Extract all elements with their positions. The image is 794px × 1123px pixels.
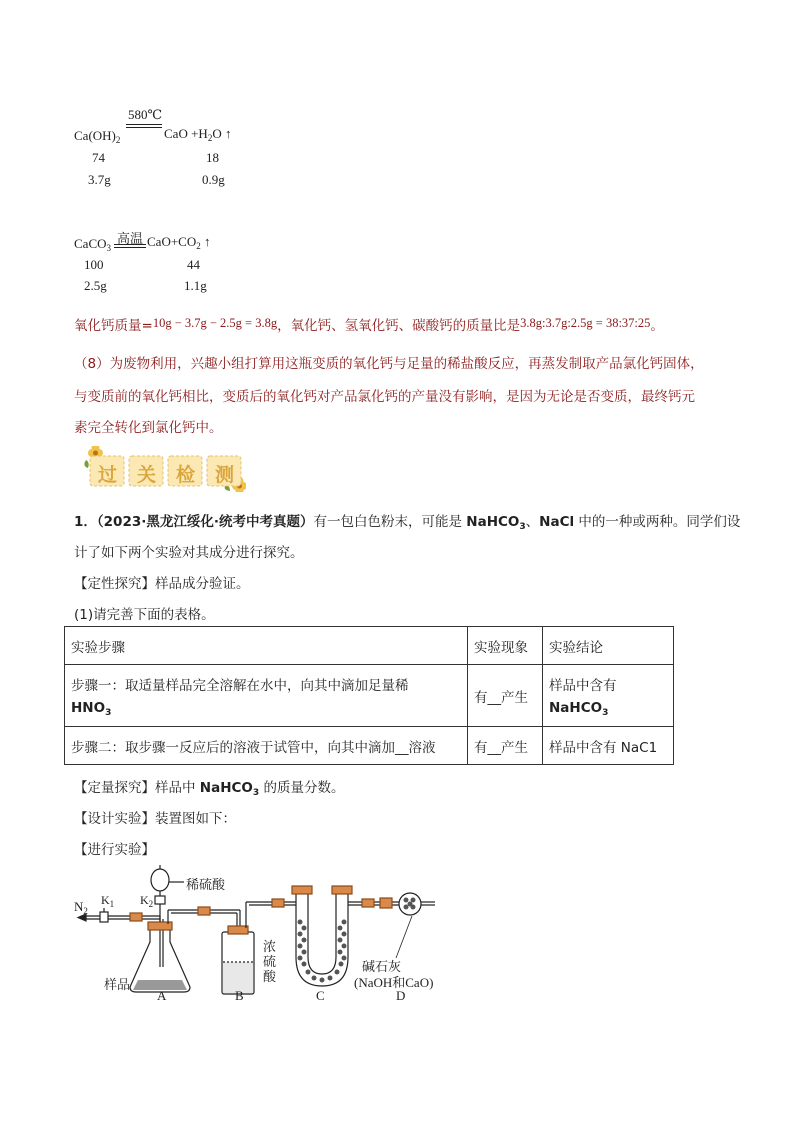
label-dilute-acid: 稀硫酸 (186, 878, 226, 893)
table-header: 实验现象 (468, 627, 543, 665)
q8-answer-line2: 与变质前的氧化钙相比，变质后的氧化钙对产品氯化钙的产量没有影响，是因为无论是否变质，最终钙元 (74, 389, 695, 405)
step1-chem: $HNO_3$ (71, 699, 112, 718)
reaction1-products: CaO $+H_2O$ ↑ (164, 126, 232, 143)
design-heading: 【设计实验】装置图如下： (74, 811, 236, 827)
q8-answer-line1: （8）为废物利用，兴趣小组打算用这瓶变质的氧化钙与足量的稀盐酸反应，再蒸发制取产品氯化钙固体， (74, 356, 704, 372)
reaction2-molar-mass-2: 44 (187, 257, 200, 272)
table-cell-phenomenon: 有__产生 (468, 727, 543, 765)
problem-line1: 1．（2023·黑龙江绥化·统考中考真题）有一包白色粉末，可能是 NaHCO$_3$、NaCl 中的一种或两种。同学们设 (74, 514, 741, 532)
label-k1: $K_1$ (101, 893, 115, 909)
section-banner (80, 446, 246, 492)
table-cell-conclusion: 样品中含有 NaC1 (543, 727, 674, 765)
experiment-table (64, 626, 674, 765)
connector-icon (130, 913, 142, 921)
table-cell-step: 步骤二：取步骤一反应后的溶液于试管中，向其中滴加__溶液 (65, 727, 468, 765)
label-d: D (396, 988, 406, 1003)
reaction1-mass-1: 3.7g (88, 172, 111, 187)
question-1: (1)请完善下面的表格。 (74, 607, 215, 623)
reaction2-molar-mass-1: 100 (84, 257, 104, 272)
table-cell-phenomenon: 有__产生 (468, 665, 543, 727)
label-soda-lime: 碱石灰 (362, 960, 402, 975)
q8-answer-line3: 素完全转化到氯化钙中。 (74, 420, 223, 436)
reaction2-arrow-line1 (114, 244, 146, 245)
reaction1-mass-2: 0.9g (202, 172, 225, 187)
label-b: B (235, 988, 244, 1003)
bottle-stopper-icon (228, 926, 248, 934)
label-sample: 样品 (104, 978, 131, 993)
table-header-row (65, 627, 674, 665)
u-tube-stopper-icon (332, 886, 352, 894)
reaction2-products: $CaO+CO_2$ ↑ (147, 234, 211, 251)
k2-valve-icon (155, 896, 165, 904)
label-n2: $N_2$ (74, 899, 88, 916)
banner-char-4: 测 (215, 464, 235, 486)
label-soda-lime-formula: (NaOH和CaO) (354, 975, 434, 990)
reaction2-arrow-line2 (114, 247, 146, 248)
banner-char-1: 过 (98, 464, 118, 486)
reaction1-molar-mass-2: 18 (206, 150, 219, 165)
k1-valve-icon (100, 912, 108, 922)
mass-ratio-line: 氧化钙质量=10g − 3.7g − 2.5g = 3.8g，氧化钙、氢氧化钙、碳酸钙的质量比是3.8g:3.7g:2.5g = 38:37:25。 (74, 316, 664, 334)
table-cell-step (65, 665, 468, 727)
connector-icon (362, 899, 374, 907)
table-header: 实验步骤 (65, 627, 468, 665)
table-row (65, 665, 674, 727)
banner-char-3: 检 (176, 464, 196, 486)
reaction1-condition: 580℃ (128, 107, 163, 122)
reaction1-arrow-line2 (126, 127, 162, 128)
connector-icon (380, 898, 392, 908)
problem-line2: 计了如下两个实验对其成分进行探究。 (74, 545, 304, 561)
conclusion1-chem: NaHCO$_3$ (549, 699, 609, 718)
reaction2-mass-1: 2.5g (84, 278, 107, 293)
reaction2-mass-2: 1.1g (184, 278, 207, 293)
table-cell-conclusion (543, 665, 674, 727)
reaction1-arrow-line1 (126, 124, 162, 125)
label-a: A (157, 988, 167, 1003)
connector-icon (198, 907, 210, 915)
reaction2-reactant: CaCO$_3$ (74, 236, 111, 253)
connector-icon (272, 899, 284, 907)
reaction2-condition: 高温 (117, 232, 144, 247)
quantitative-heading: 【定量探究】样品中 NaHCO$_3$ 的质量分数。 (74, 780, 345, 798)
table-row (65, 727, 674, 765)
separatory-funnel (151, 869, 169, 891)
label-k2: $K_2$ (140, 893, 154, 909)
reaction1-molar-mass-1: 74 (92, 150, 105, 165)
label-pointer (396, 916, 412, 958)
banner-char-2: 关 (137, 464, 157, 486)
label-c: C (316, 988, 325, 1003)
step1-text: 步骤一：取适量样品完全溶解在水中，向其中滴加足量稀 (71, 677, 409, 694)
label-conc-acid: 浓 硫 酸 (263, 940, 277, 985)
proceed-heading: 【进行实验】 (74, 842, 155, 858)
conclusion1-text: 样品中含有 (549, 677, 617, 694)
reaction1-reactant: $Ca(OH)_2$ (74, 128, 121, 145)
qualitative-heading: 【定性探究】样品成分验证。 (74, 576, 250, 592)
table-header: 实验结论 (543, 627, 674, 665)
u-tube-stopper-icon (292, 886, 312, 894)
